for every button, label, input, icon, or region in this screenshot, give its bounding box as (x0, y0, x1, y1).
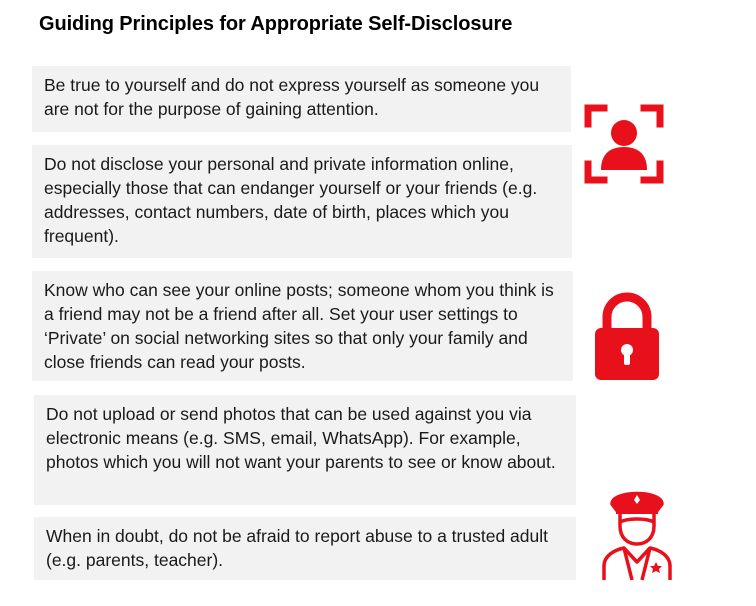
police-officer-icon (596, 482, 678, 582)
principle-box: Be true to yourself and do not express yourself as someone you are not for the purpose of gaining attention. (32, 66, 571, 132)
principle-box: Do not upload or send photos that can be used against you via electronic means (e.g. SMS, email, WhatsApp). For example, photos which you will not want your parents to see or know about. (34, 395, 576, 505)
principle-box: When in doubt, do not be afraid to report abuse to a trusted adult (e.g. parents, teacher). (34, 517, 576, 580)
principle-box: Do not disclose your personal and private information online, especially those that can endanger yourself or your friends (e.g. addresses, contact numbers, date of birth, places which you frequent). (32, 145, 572, 258)
page-title: Guiding Principles for Appropriate Self-Disclosure (39, 13, 513, 35)
padlock-icon (592, 290, 662, 382)
principle-box: Know who can see your online posts; someone whom you think is a friend may not be a friend after all. Set your user settings to ‘Private’ on social networking sites so that only your family and close friends can read your posts. (32, 271, 573, 381)
person-focus-icon (584, 104, 664, 184)
